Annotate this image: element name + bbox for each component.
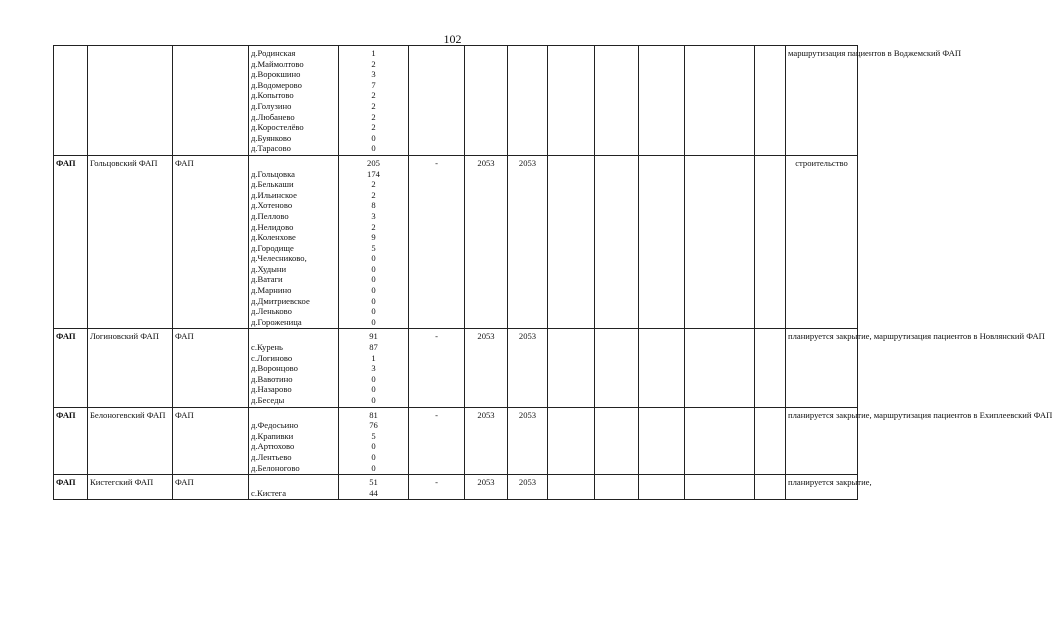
facility-type: ФАП: [54, 407, 88, 475]
settlement-name: д.Коленхове: [251, 232, 296, 243]
settlement-population: 0: [371, 285, 376, 296]
settlement-population: 1: [371, 48, 376, 58]
empty-cell: [639, 329, 685, 407]
population-cell: [339, 46, 409, 156]
settlement-name: д.Крапивки: [251, 430, 294, 441]
facility-type: ФАП: [54, 155, 88, 329]
settlement-name: д.Леньково: [251, 306, 292, 317]
settlement-population: 5: [371, 242, 376, 253]
facility-kind: [173, 46, 249, 156]
year-cell: 2053: [508, 329, 548, 407]
empty-cell: [755, 475, 786, 500]
settlement-population: 44: [369, 487, 378, 498]
facility-kind: ФАП: [173, 475, 249, 500]
settlement-population: 1: [371, 352, 376, 363]
settlement-spacer: [251, 410, 336, 421]
settlement-population: 87: [369, 342, 378, 353]
empty-cell: [755, 407, 786, 475]
settlement-spacer: [251, 158, 336, 169]
settlements-cell: [249, 407, 339, 475]
facility-name: Белоногевский ФАП: [88, 407, 173, 475]
settlements-cell: [249, 46, 339, 156]
settlement-name: с.Кистега: [251, 487, 287, 498]
settlement-population: 2: [371, 221, 376, 232]
note-cell: планируется закрытие, маршрутизация пациентов в Новлянский ФАП: [786, 329, 858, 407]
settlement-population: 0: [371, 306, 376, 317]
empty-cell: [685, 155, 755, 329]
settlement-name: д.Белоногово: [251, 462, 300, 473]
dash-cell: [409, 46, 465, 156]
settlement-name: д.Гороженица: [251, 316, 302, 327]
table-row: [54, 475, 858, 500]
table-row: [54, 46, 858, 156]
note-cell: строительство: [786, 155, 858, 329]
settlement-name: д.Воронцово: [251, 363, 298, 374]
settlement-name: д.Водомерово: [251, 79, 302, 90]
facility-kind: ФАП: [173, 407, 249, 475]
settlement-name: д.Ворокшино: [251, 69, 301, 80]
settlement-population: 0: [371, 295, 376, 306]
year-cell: 2053: [508, 155, 548, 329]
empty-cell: [755, 329, 786, 407]
settlements-cell: [249, 155, 339, 329]
settlement-name: д.Городище: [251, 242, 294, 253]
population-cell: [339, 475, 409, 500]
empty-cell: [639, 155, 685, 329]
settlement-population: 0: [371, 395, 376, 405]
settlement-population: 2: [371, 100, 376, 111]
empty-cell: [595, 329, 639, 407]
empty-cell: [639, 46, 685, 156]
empty-cell: [548, 46, 595, 156]
empty-cell: [639, 407, 685, 475]
year-cell: [465, 46, 508, 156]
settlement-name: д.Коростелёво: [251, 122, 304, 133]
settlement-name: д.Голузино: [251, 100, 292, 111]
table-row: [54, 407, 858, 475]
facilities-table: [53, 45, 1052, 500]
settlement-name: д.Назарово: [251, 384, 292, 395]
population-total: 81: [369, 409, 378, 420]
note-cell: планируется закрытие, маршрутизация пациентов в Ехиплеевский ФАП: [786, 407, 858, 475]
settlement-name: д.Хотеново: [251, 200, 293, 211]
table-row: [54, 155, 858, 329]
settlement-population: 8: [371, 200, 376, 211]
settlement-name: д.Лентьево: [251, 451, 292, 462]
empty-cell: [548, 155, 595, 329]
settlement-name: д.Буянково: [251, 132, 292, 143]
year-cell: 2053: [465, 407, 508, 475]
empty-cell: [685, 407, 755, 475]
empty-cell: [595, 46, 639, 156]
year-cell: 2053: [465, 475, 508, 500]
facility-name: Логиновский ФАП: [88, 329, 173, 407]
settlement-name: д.Худыни: [251, 263, 287, 274]
settlement-name: д.Гольцовка: [251, 168, 295, 179]
settlement-population: 0: [371, 143, 376, 154]
settlement-name: д.Белькаши: [251, 179, 294, 190]
settlement-population: 2: [371, 111, 376, 122]
facility-name: Гольцовский ФАП: [88, 155, 173, 329]
settlement-population: 0: [371, 384, 376, 395]
settlement-name: д.Ватаги: [251, 274, 283, 285]
settlement-population: 7: [371, 79, 376, 90]
empty-cell: [685, 475, 755, 500]
facility-type: ФАП: [54, 329, 88, 407]
settlement-name: с.Логиново: [251, 352, 293, 363]
empty-cell: [548, 329, 595, 407]
settlement-name: д.Любанево: [251, 111, 295, 122]
year-cell: 2053: [508, 407, 548, 475]
empty-cell: [548, 475, 595, 500]
facility-kind: ФАП: [173, 155, 249, 329]
population-cell: [339, 329, 409, 407]
settlements-cell: [249, 329, 339, 407]
settlement-population: 5: [371, 430, 376, 441]
settlement-population: 3: [371, 69, 376, 80]
settlement-spacer: [251, 331, 336, 342]
note-cell: планируется закрытие,: [786, 475, 858, 500]
empty-cell: [685, 329, 755, 407]
empty-cell: [595, 407, 639, 475]
note-cell: маршрутизация пациентов в Воджемский ФАП: [786, 46, 858, 156]
empty-cell: [639, 475, 685, 500]
year-cell: 2053: [508, 475, 548, 500]
facility-kind: ФАП: [173, 329, 249, 407]
empty-cell: [595, 475, 639, 500]
settlement-name: д.Копытово: [251, 90, 294, 101]
empty-cell: [755, 155, 786, 329]
settlement-population: 0: [371, 373, 376, 384]
population-total: 205: [367, 157, 380, 168]
settlement-name: д.Федосьино: [251, 420, 299, 431]
settlement-name: с.Курень: [251, 342, 283, 353]
facility-type: ФАП: [54, 475, 88, 500]
settlement-name: д.Вавотино: [251, 373, 293, 384]
settlement-population: 0: [371, 451, 376, 462]
year-cell: [508, 46, 548, 156]
facility-type: [54, 46, 88, 156]
settlement-population: 174: [367, 168, 380, 179]
dash-cell: -: [409, 475, 465, 500]
settlement-population: 2: [371, 90, 376, 101]
settlement-population: 2: [371, 179, 376, 190]
population-total: 51: [369, 477, 378, 488]
empty-cell: [548, 407, 595, 475]
settlement-population: 76: [369, 420, 378, 431]
settlement-spacer: [251, 477, 336, 488]
settlement-population: 0: [371, 263, 376, 274]
settlement-population: 3: [371, 363, 376, 374]
settlement-name: д.Ильинское: [251, 189, 297, 200]
dash-cell: -: [409, 407, 465, 475]
settlement-population: 2: [371, 58, 376, 69]
settlement-population: 0: [371, 441, 376, 452]
settlement-population: 0: [371, 462, 376, 473]
settlement-population: 9: [371, 232, 376, 243]
settlement-name: д.Артюхово: [251, 441, 295, 452]
settlement-name: д.Дмитриевское: [251, 295, 310, 306]
settlement-name: д.Пеллово: [251, 210, 289, 221]
settlement-population: 2: [371, 189, 376, 200]
population-cell: [339, 155, 409, 329]
facility-name: Кистегский ФАП: [88, 475, 173, 500]
settlement-population: 0: [371, 253, 376, 264]
dash-cell: -: [409, 155, 465, 329]
year-cell: 2053: [465, 155, 508, 329]
settlement-population: 0: [371, 316, 376, 327]
settlement-name: д.Челесниково,: [251, 253, 307, 264]
population-cell: [339, 407, 409, 475]
settlement-population: 2: [371, 122, 376, 133]
empty-cell: [685, 46, 755, 156]
settlement-name: д.Марнино: [251, 285, 292, 296]
dash-cell: -: [409, 329, 465, 407]
settlement-population: 3: [371, 210, 376, 221]
year-cell: 2053: [465, 329, 508, 407]
empty-cell: [755, 46, 786, 156]
settlement-name: д.Нелидово: [251, 221, 294, 232]
empty-cell: [595, 155, 639, 329]
population-total: 91: [369, 331, 378, 342]
settlement-name: д.Маймолтово: [251, 58, 304, 69]
settlement-name: д.Тарасово: [251, 143, 291, 154]
settlement-population: 0: [371, 132, 376, 143]
table-row: [54, 329, 858, 407]
settlement-population: 0: [371, 274, 376, 285]
page-number: 102: [443, 32, 462, 46]
settlements-cell: [249, 475, 339, 500]
facility-name: [88, 46, 173, 156]
settlement-name: д.Родинская: [251, 48, 296, 58]
settlement-name: д.Беседы: [251, 395, 285, 405]
